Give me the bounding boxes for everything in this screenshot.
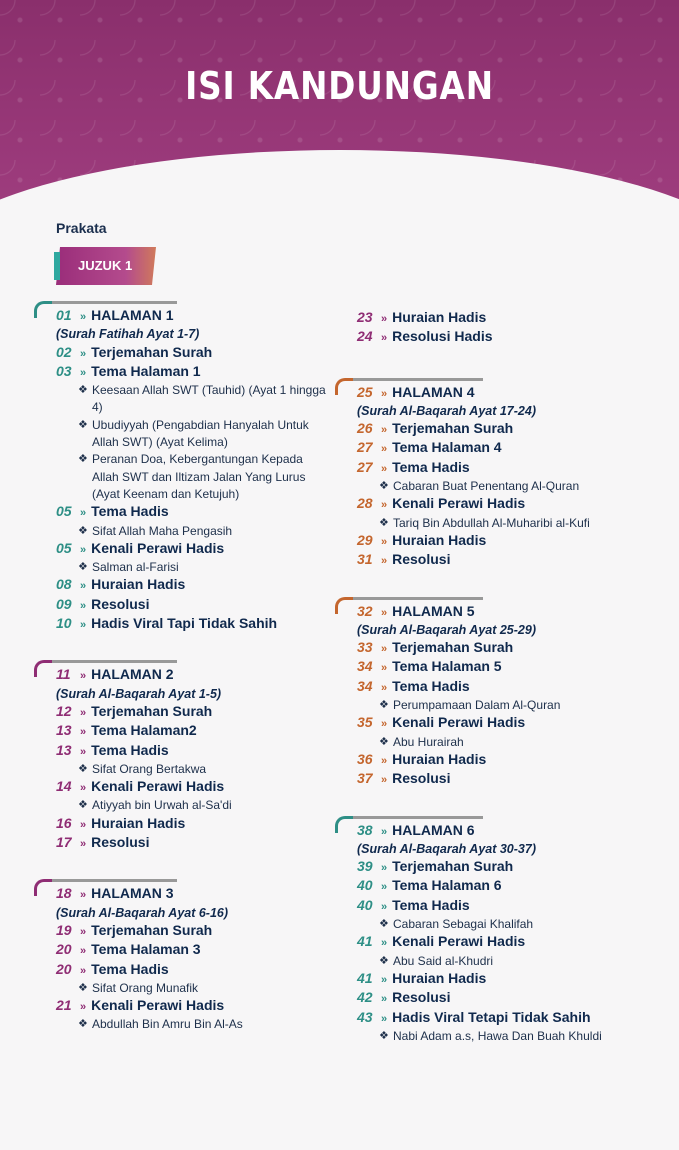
entry-label: Huraian Hadis xyxy=(392,969,487,986)
entry-label: Kenali Perawi Hadis xyxy=(392,933,526,950)
divider-line xyxy=(52,879,177,882)
surah-subtitle: (Surah Al-Baqarah Ayat 25-29) xyxy=(357,622,536,637)
page-number: 17 xyxy=(56,834,72,851)
toc-column-left xyxy=(56,297,326,1056)
toc-entry[interactable] xyxy=(56,997,326,1016)
toc-entry[interactable] xyxy=(56,576,326,595)
toc-entry[interactable] xyxy=(357,678,662,697)
sub-topic-text: Sifat Allah Maha Pengasih xyxy=(92,523,233,538)
arrow-icon: » xyxy=(80,925,87,938)
toc-section xyxy=(56,875,326,1033)
toc-section xyxy=(357,593,662,790)
toc-entry[interactable] xyxy=(357,328,662,347)
arrow-icon: » xyxy=(381,499,388,512)
arrow-icon: » xyxy=(80,818,87,831)
arrow-icon: » xyxy=(381,662,388,675)
sub-topic xyxy=(56,382,326,417)
section-divider xyxy=(357,812,662,822)
entry-label: Huraian Hadis xyxy=(91,576,186,593)
sub-topic-text: Cabaran Buat Penentang Al-Quran xyxy=(393,479,580,494)
arrow-icon: » xyxy=(381,643,388,656)
sub-topic xyxy=(357,515,662,532)
surah-subtitle: (Surah Al-Baqarah Ayat 17-24) xyxy=(357,403,536,418)
toc-entry[interactable] xyxy=(357,439,662,458)
arrow-icon: » xyxy=(80,670,87,683)
arrow-icon: » xyxy=(80,1001,87,1014)
section-divider xyxy=(56,875,326,885)
bullet-icon: ❖ xyxy=(379,516,389,529)
toc-entry[interactable] xyxy=(56,961,326,980)
page-number: 38 xyxy=(357,821,373,838)
surah-subtitle: (Surah Al-Baqarah Ayat 6-16) xyxy=(56,905,229,920)
sub-topic-text: Abu Hurairah xyxy=(393,734,464,749)
page-number: 19 xyxy=(56,921,72,938)
page-number: 31 xyxy=(357,551,373,568)
arrow-icon: » xyxy=(80,543,87,556)
bullet-icon: ❖ xyxy=(379,480,389,493)
arrow-icon: » xyxy=(381,718,388,731)
arrow-icon: » xyxy=(80,347,87,360)
sub-topic-text: Keesaan Allah SWT (Tauhid) (Ayat 1 hingga 4) xyxy=(92,383,326,415)
entry-label: Tema Halaman 5 xyxy=(392,658,502,675)
page-number: 01 xyxy=(56,307,72,323)
arrow-icon: » xyxy=(80,964,87,977)
arrow-icon: » xyxy=(381,881,388,894)
surah-subtitle: (Surah Al-Baqarah Ayat 1-5) xyxy=(56,686,222,701)
bullet-icon: ❖ xyxy=(78,524,88,537)
toc-entry[interactable] xyxy=(56,815,326,834)
sub-topic xyxy=(56,1016,326,1033)
toc-entry[interactable] xyxy=(56,363,326,382)
arrow-icon: » xyxy=(381,387,388,400)
halaman-heading[interactable] xyxy=(357,603,662,622)
toc-entry[interactable] xyxy=(357,551,662,570)
toc-entry[interactable] xyxy=(56,941,326,960)
toc-section xyxy=(357,812,662,1046)
entry-label: Tema Halaman 1 xyxy=(91,362,201,379)
sub-topic-text: Cabaran Sebagai Khalifah xyxy=(393,917,534,932)
sub-topic xyxy=(357,1028,662,1045)
toc-section xyxy=(357,309,662,348)
toc-entry[interactable] xyxy=(357,989,662,1008)
halaman-heading[interactable] xyxy=(56,885,326,904)
arrow-icon: » xyxy=(80,706,87,719)
entry-label: Kenali Perawi Hadis xyxy=(392,495,526,512)
page-number: 09 xyxy=(56,595,72,612)
arrow-icon: » xyxy=(80,599,87,612)
toc-entry[interactable] xyxy=(56,503,326,522)
bullet-icon: ❖ xyxy=(78,762,88,775)
entry-label: HALAMAN 6 xyxy=(392,821,475,838)
page-title: ISI KANDUNGAN xyxy=(185,64,494,108)
page-number: 20 xyxy=(56,960,72,977)
sub-topic-text: Atiyyah bin Urwah al-Sa'di xyxy=(92,798,232,813)
page-number: 27 xyxy=(357,439,373,456)
arrow-icon: » xyxy=(381,555,388,568)
toc-entry[interactable] xyxy=(357,658,662,677)
toc-entry[interactable] xyxy=(56,742,326,761)
toc-entry[interactable] xyxy=(357,532,662,551)
entry-label: Tema Hadis xyxy=(392,677,470,694)
entry-label: Tema Halaman 4 xyxy=(392,439,502,456)
page-number: 34 xyxy=(357,677,373,694)
bullet-icon: ❖ xyxy=(379,1029,389,1042)
section-divider xyxy=(56,297,326,307)
toc-entry[interactable] xyxy=(56,703,326,722)
page-number: 34 xyxy=(357,658,373,675)
toc-section xyxy=(56,656,326,853)
sub-topic-text: Abdullah Bin Amru Bin Al-As xyxy=(92,1017,243,1032)
entry-label: Tema Hadis xyxy=(91,960,169,977)
page-number: 24 xyxy=(357,328,373,345)
bullet-icon: ❖ xyxy=(379,918,389,931)
bullet-icon: ❖ xyxy=(379,699,389,712)
entry-label: Tema Halaman 3 xyxy=(91,941,201,958)
arrow-icon: » xyxy=(80,619,87,632)
arrow-icon: » xyxy=(80,366,87,379)
toc-entry[interactable] xyxy=(56,615,326,634)
entry-label: Tema Hadis xyxy=(392,458,470,475)
juzuk-accent-bar xyxy=(54,252,60,280)
page-number: 29 xyxy=(357,531,373,548)
sub-topic xyxy=(56,523,326,540)
arrow-icon: » xyxy=(381,993,388,1006)
divider-line xyxy=(353,378,483,381)
entry-label: HALAMAN 3 xyxy=(91,885,174,902)
arrow-icon: » xyxy=(381,937,388,950)
arrow-icon: » xyxy=(80,745,87,758)
toc-entry[interactable] xyxy=(357,459,662,478)
page-number: 37 xyxy=(357,770,373,787)
arrow-icon: » xyxy=(80,726,87,739)
entry-label: Terjemahan Surah xyxy=(91,702,213,719)
entry-label: Resolusi xyxy=(392,770,451,787)
toc-entry[interactable] xyxy=(357,970,662,989)
surah-subtitle: (Surah Al-Baqarah Ayat 30-37) xyxy=(357,841,536,856)
sub-topic xyxy=(357,953,662,970)
sub-topic-text: Abu Said al-Khudri xyxy=(393,953,494,968)
page-number: 28 xyxy=(357,495,373,512)
divider-line xyxy=(353,597,483,600)
page-number: 05 xyxy=(56,539,72,556)
toc-entry[interactable] xyxy=(56,922,326,941)
divider-line xyxy=(52,660,177,663)
arrow-icon: » xyxy=(381,535,388,548)
sub-topic xyxy=(56,980,326,997)
section-divider xyxy=(357,374,662,384)
page-number: 32 xyxy=(357,602,373,619)
page-number: 08 xyxy=(56,576,72,593)
arrow-icon: » xyxy=(381,825,388,838)
arrow-icon: » xyxy=(381,443,388,456)
toc-entry[interactable] xyxy=(357,420,662,439)
page-number: 18 xyxy=(56,885,72,902)
page-number: 39 xyxy=(357,858,373,875)
entry-label: Tema Halaman 6 xyxy=(392,877,502,894)
sub-topic xyxy=(357,478,662,495)
entry-label: Hadis Viral Tetapi Tidak Sahih xyxy=(392,1008,591,1025)
entry-label: Terjemahan Surah xyxy=(91,343,213,360)
toc-entry[interactable] xyxy=(56,344,326,363)
page-number: 12 xyxy=(56,702,72,719)
sub-topic-text: Perumpamaan Dalam Al-Quran xyxy=(393,698,561,713)
sub-topic-text: Sifat Orang Munafik xyxy=(92,980,199,995)
sub-topic-text: Nabi Adam a.s, Hawa Dan Buah Khuldi xyxy=(393,1028,602,1043)
surah-subtitle: (Surah Fatihah Ayat 1-7) xyxy=(56,327,200,342)
entry-label: Terjemahan Surah xyxy=(392,858,514,875)
toc-entry[interactable] xyxy=(357,877,662,896)
entry-label: Kenali Perawi Hadis xyxy=(91,997,225,1014)
sub-topic-text: Ubudiyyah (Pengabdian Hanyalah Untuk Allah SWT) (Ayat Kelima) xyxy=(92,417,309,450)
sub-topic-text: Sifat Orang Bertakwa xyxy=(92,761,207,776)
juzuk-text: JUZUK 1 xyxy=(78,258,133,273)
toc-section xyxy=(56,297,326,634)
entry-label: HALAMAN 2 xyxy=(91,666,174,683)
entry-label: Tema Hadis xyxy=(91,741,169,758)
entry-label: Kenali Perawi Hadis xyxy=(392,714,526,731)
toc-section xyxy=(357,374,662,571)
toc-entry[interactable] xyxy=(56,834,326,853)
toc-entry[interactable] xyxy=(357,714,662,733)
toc-entry[interactable] xyxy=(357,639,662,658)
bullet-icon: ❖ xyxy=(78,561,88,574)
page-number: 05 xyxy=(56,503,72,520)
entry-label: Huraian Hadis xyxy=(392,309,487,325)
arrow-icon: » xyxy=(80,580,87,593)
page-number: 35 xyxy=(357,714,373,731)
entry-label: Huraian Hadis xyxy=(392,531,487,548)
page-number: 41 xyxy=(357,969,373,986)
halaman-heading[interactable] xyxy=(357,384,662,403)
halaman-heading[interactable] xyxy=(56,666,326,685)
toc-entry[interactable] xyxy=(357,309,662,328)
entry-label: Resolusi Hadis xyxy=(392,328,493,345)
bullet-icon: ❖ xyxy=(78,1018,88,1031)
toc-entry[interactable] xyxy=(357,495,662,514)
page-number: 16 xyxy=(56,814,72,831)
entry-label: Resolusi xyxy=(392,989,451,1006)
page-number: 20 xyxy=(56,941,72,958)
sub-topic xyxy=(56,797,326,814)
bullet-icon: ❖ xyxy=(78,418,88,431)
entry-label: Resolusi xyxy=(91,595,150,612)
page-number: 36 xyxy=(357,750,373,767)
juzuk-label xyxy=(56,247,156,285)
bullet-icon: ❖ xyxy=(78,384,88,397)
entry-label: Hadis Viral Tapi Tidak Sahih xyxy=(91,615,278,632)
halaman-heading[interactable] xyxy=(357,822,662,841)
bullet-icon: ❖ xyxy=(379,954,389,967)
toc-entry[interactable] xyxy=(56,596,326,615)
entry-label: Terjemahan Surah xyxy=(392,420,514,437)
bullet-icon: ❖ xyxy=(78,981,88,994)
page-number: 25 xyxy=(357,383,373,400)
entry-label: Huraian Hadis xyxy=(392,750,487,767)
arrow-icon: » xyxy=(80,311,87,323)
toc-entry[interactable] xyxy=(357,1009,662,1028)
sub-topic xyxy=(357,697,662,714)
arrow-icon: » xyxy=(381,462,388,475)
page-number: 14 xyxy=(56,778,72,795)
page-number: 43 xyxy=(357,1008,373,1025)
entry-label: Kenali Perawi Hadis xyxy=(91,778,225,795)
arrow-icon: » xyxy=(381,774,388,787)
arrow-icon: » xyxy=(381,973,388,986)
arrow-icon: » xyxy=(381,1012,388,1025)
entry-label: Resolusi xyxy=(392,551,451,568)
arrow-icon: » xyxy=(381,313,388,325)
toc-entry[interactable] xyxy=(357,897,662,916)
page-number: 41 xyxy=(357,933,373,950)
entry-label: HALAMAN 1 xyxy=(91,307,174,323)
arrow-icon: » xyxy=(381,681,388,694)
entry-label: Tema Hadis xyxy=(392,896,470,913)
bullet-icon: ❖ xyxy=(379,735,389,748)
divider-line xyxy=(52,301,177,304)
entry-label: Kenali Perawi Hadis xyxy=(91,539,225,556)
entry-label: Terjemahan Surah xyxy=(91,921,213,938)
sub-topic xyxy=(56,761,326,778)
arrow-icon: » xyxy=(381,862,388,875)
page-number: 02 xyxy=(56,343,72,360)
page-number: 33 xyxy=(357,639,373,656)
sub-topic xyxy=(56,417,326,452)
page-number: 42 xyxy=(357,989,373,1006)
toc-entry[interactable] xyxy=(56,722,326,741)
arrow-icon: » xyxy=(381,900,388,913)
toc-entry[interactable] xyxy=(357,933,662,952)
arrow-icon: » xyxy=(381,332,388,345)
halaman-heading[interactable] xyxy=(56,307,326,326)
divider-line xyxy=(353,816,483,819)
page-number: 23 xyxy=(357,309,373,325)
page-number: 11 xyxy=(56,666,71,683)
entry-label: Huraian Hadis xyxy=(91,814,186,831)
arrow-icon: » xyxy=(80,889,87,902)
entry-label: Resolusi xyxy=(91,834,150,851)
arrow-icon: » xyxy=(80,782,87,795)
toc-entry[interactable] xyxy=(56,778,326,797)
prakata-link[interactable]: Prakata xyxy=(56,220,107,236)
arrow-icon: » xyxy=(381,754,388,767)
arrow-icon: » xyxy=(381,424,388,437)
section-divider xyxy=(357,593,662,603)
toc-entry[interactable] xyxy=(357,858,662,877)
entry-label: Terjemahan Surah xyxy=(392,639,514,656)
bullet-icon: ❖ xyxy=(78,799,88,812)
sub-topic xyxy=(56,559,326,576)
entry-label: HALAMAN 5 xyxy=(392,602,475,619)
page-number: 21 xyxy=(56,997,72,1014)
page-number: 03 xyxy=(56,362,72,379)
toc-column-right xyxy=(357,309,662,1067)
arrow-icon: » xyxy=(381,606,388,619)
page-number: 40 xyxy=(357,877,373,894)
toc-entry[interactable] xyxy=(357,770,662,789)
page-number: 27 xyxy=(357,458,373,475)
bullet-icon: ❖ xyxy=(78,453,88,466)
page-number: 13 xyxy=(56,722,72,739)
page-number: 13 xyxy=(56,741,72,758)
sub-topic xyxy=(357,734,662,751)
sub-topic-text: Peranan Doa, Kebergantungan Kepada Allah SWT dan Iltizam Jalan Yang Lurus (Ayat Keenam dan Ketujuh) xyxy=(92,452,306,501)
sub-topic xyxy=(56,451,326,503)
sub-topic xyxy=(357,916,662,933)
toc-entry[interactable] xyxy=(357,751,662,770)
toc-entry[interactable] xyxy=(56,540,326,559)
arrow-icon: » xyxy=(80,507,87,520)
entry-label: Tema Hadis xyxy=(91,503,169,520)
page-number: 26 xyxy=(357,420,373,437)
sub-topic-text: Tariq Bin Abdullah Al-Muharibi al-Kufi xyxy=(393,515,590,530)
section-divider xyxy=(56,656,326,666)
arrow-icon: » xyxy=(80,945,87,958)
page-number: 10 xyxy=(56,615,72,632)
arrow-icon: » xyxy=(80,838,87,851)
entry-label: HALAMAN 4 xyxy=(392,383,475,400)
page-number: 40 xyxy=(357,896,373,913)
sub-topic-text: Salman al-Farisi xyxy=(92,560,179,575)
entry-label: Tema Halaman2 xyxy=(91,722,197,739)
